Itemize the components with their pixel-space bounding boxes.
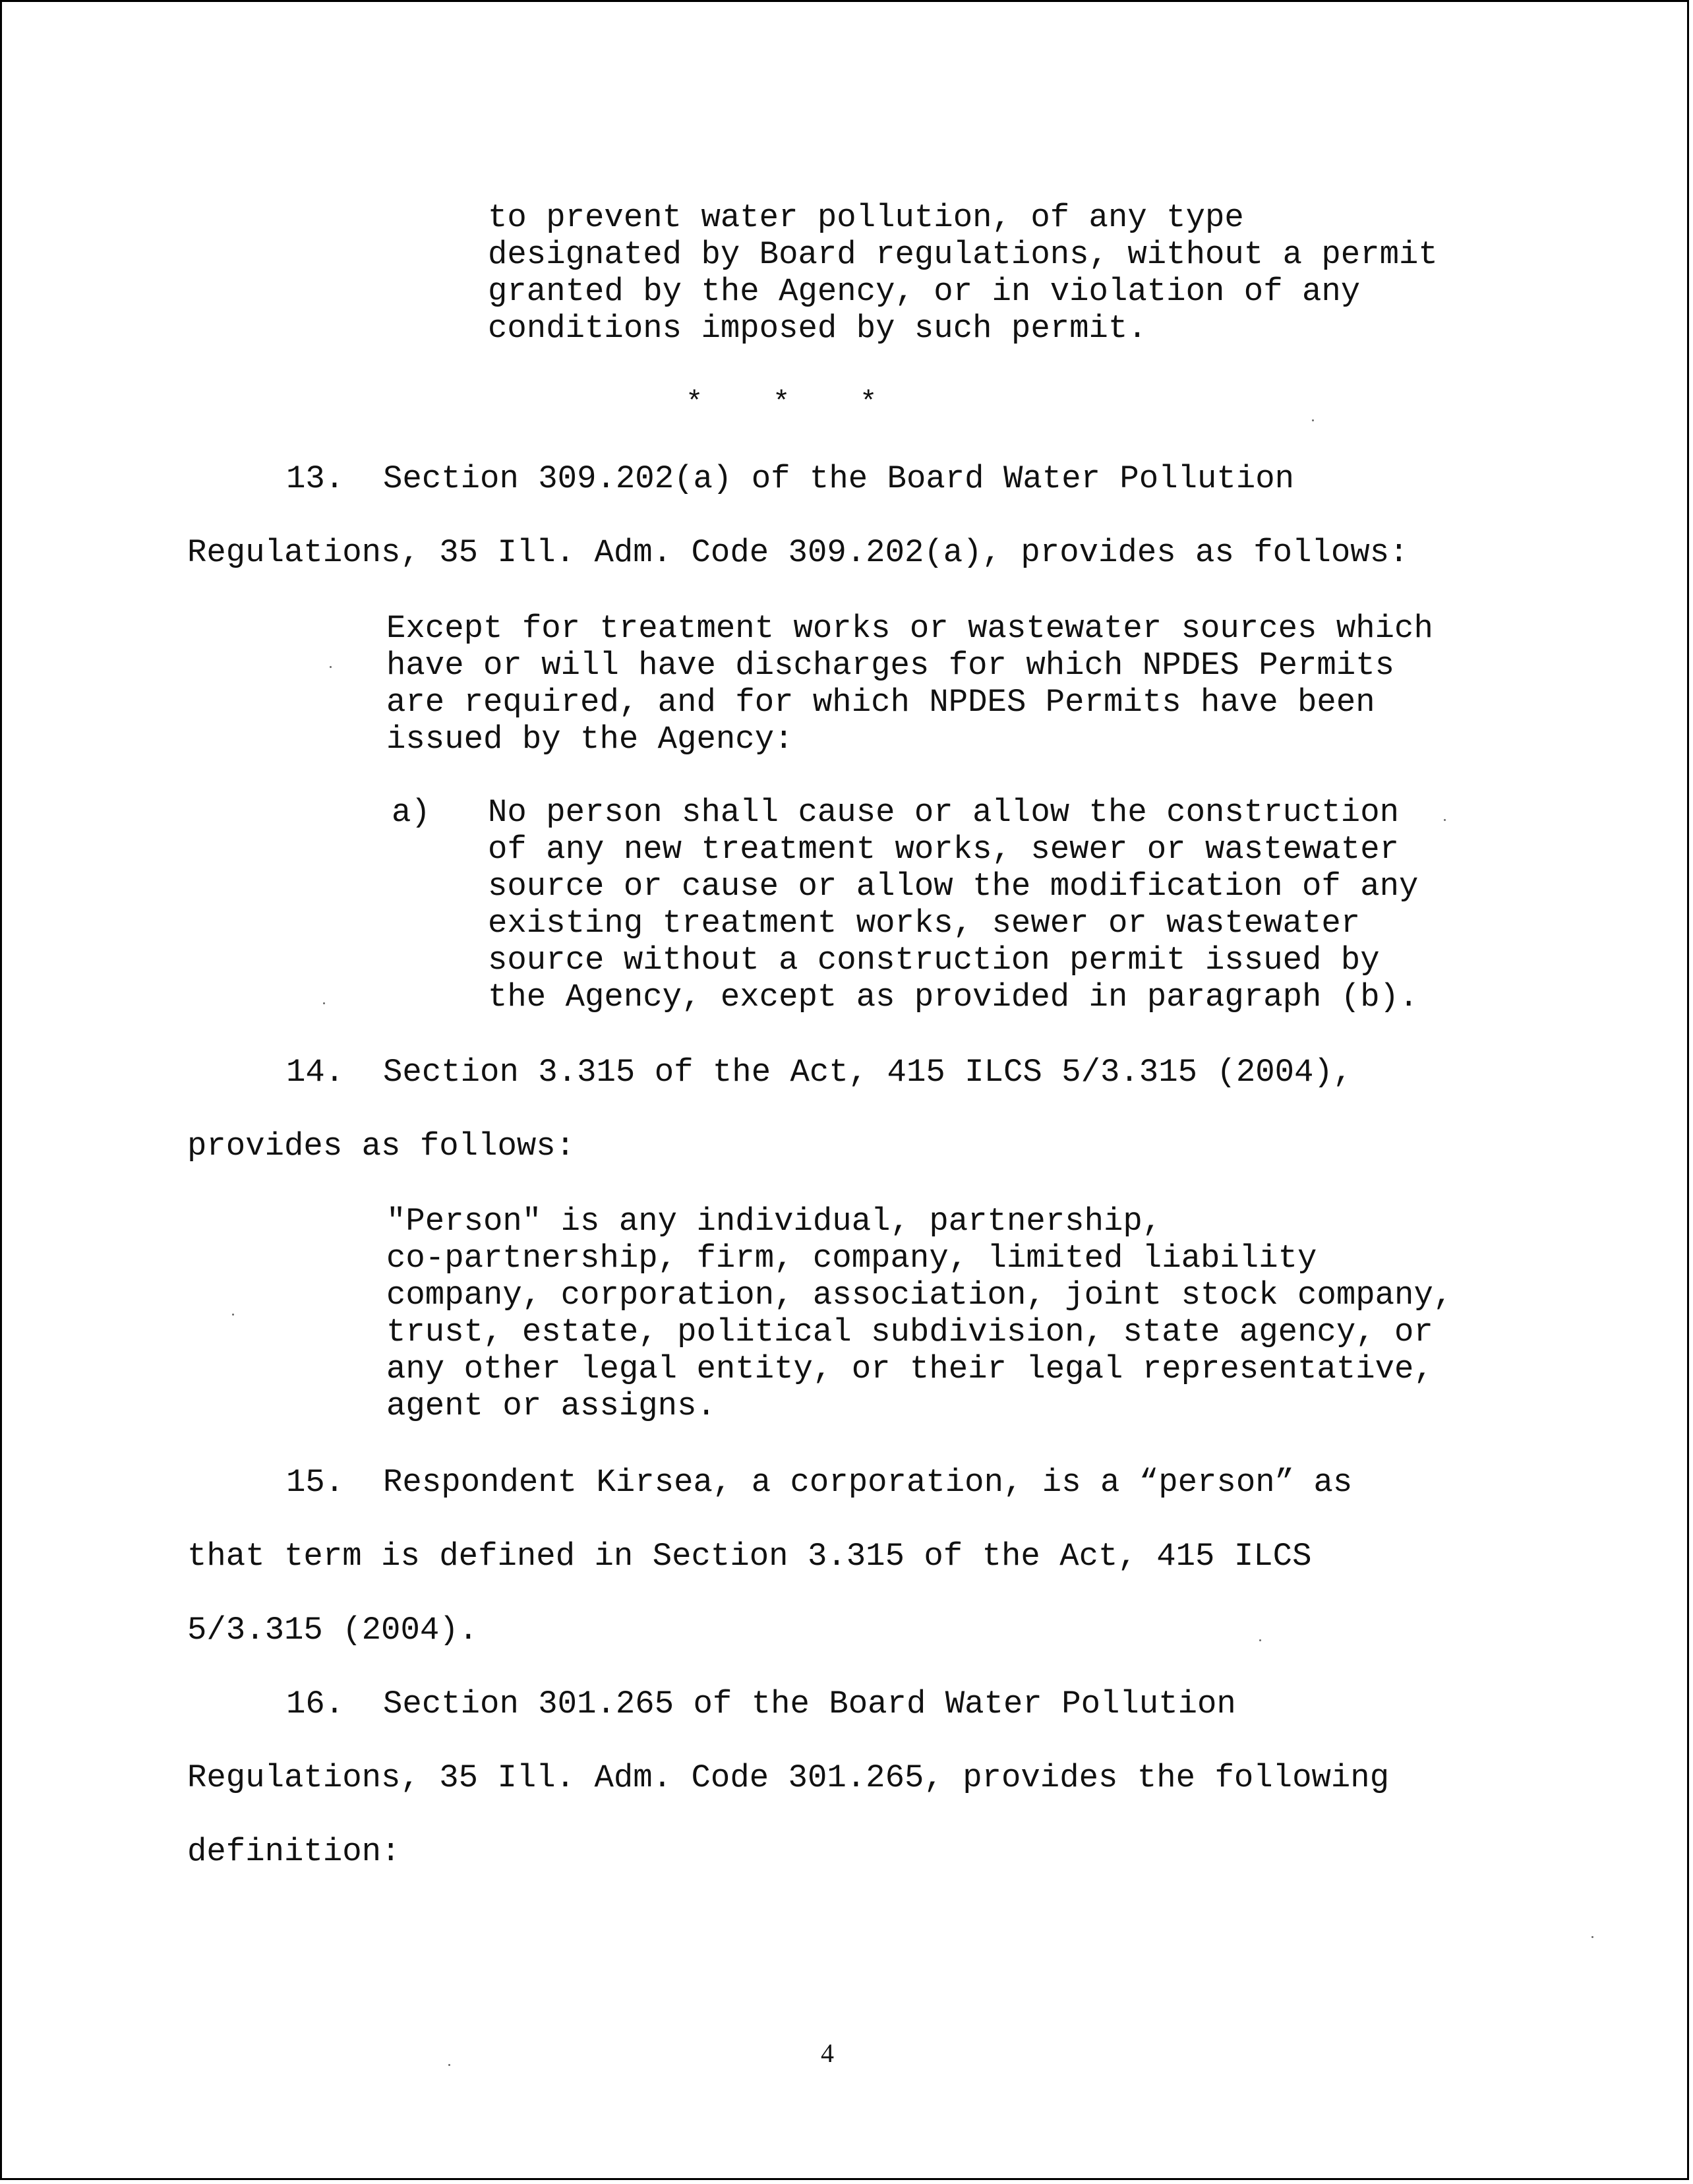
quote-top-line: granted by the Agency, or in violation of any [488, 273, 1361, 310]
quote-13-intro [386, 610, 1433, 758]
para-13-line-1: 13. Section 309.202(a) of the Board Water Pollution [286, 460, 1295, 497]
quote-line: company, corporation, association, joint stock company, [386, 1277, 1453, 1314]
quote-13-subsection-a [488, 794, 1418, 1016]
quote-line: of any new treatment works, sewer or wastewater [488, 831, 1400, 868]
omission-separator: * * * [686, 386, 877, 419]
quote-line: issued by the Agency: [386, 721, 794, 758]
quote-line: existing treatment works, sewer or wastewater [488, 905, 1361, 942]
scan-speck [1259, 1639, 1261, 1641]
para-15-line-2: that term is defined in Section 3.315 of the Act, 415 ILCS [187, 1538, 1312, 1575]
quote-line: source without a construction permit issued by [488, 942, 1380, 979]
scan-speck [1444, 819, 1446, 821]
quote-line: "Person" is any individual, partnership, [386, 1203, 1162, 1240]
quote-line: Except for treatment works or wastewater sources which [386, 610, 1433, 647]
para-15-line-3: 5/3.315 (2004). [187, 1612, 479, 1649]
quote-line: trust, estate, political subdivision, state agency, or [386, 1314, 1433, 1350]
quote-line: the Agency, except as provided in paragraph (b). [488, 979, 1419, 1016]
quote-top [488, 199, 1438, 347]
quote-14 [386, 1203, 1452, 1424]
scan-speck [232, 1314, 234, 1316]
scan-speck [448, 2064, 450, 2066]
para-16-line-3: definition: [187, 1833, 401, 1870]
quote-line: No person shall cause or allow the construction [488, 794, 1400, 831]
para-14-line-1: 14. Section 3.315 of the Act, 415 ILCS 5/3.315 (2004), [286, 1054, 1353, 1091]
para-14-line-2: provides as follows: [187, 1128, 576, 1165]
quote-line: have or will have discharges for which NPDES Permits [386, 647, 1395, 684]
subsection-label-a: a) [392, 794, 431, 831]
quote-line: are required, and for which NPDES Permits have been [386, 684, 1375, 721]
quote-top-line: conditions imposed by such permit. [488, 310, 1147, 347]
scan-speck [1591, 1936, 1593, 1938]
para-16-line-1: 16. Section 301.265 of the Board Water Pollution [286, 1685, 1236, 1722]
quote-top-line: designated by Board regulations, without a permit [488, 236, 1438, 273]
para-13-line-2: Regulations, 35 Ill. Adm. Code 309.202(a), provides as follows: [187, 534, 1409, 571]
scan-speck [1312, 419, 1314, 421]
scan-speck [323, 1002, 325, 1004]
scan-speck [330, 666, 332, 668]
quote-line: any other legal entity, or their legal representative, [386, 1350, 1433, 1387]
para-16-line-2: Regulations, 35 Ill. Adm. Code 301.265, provides the following [187, 1759, 1390, 1796]
quote-line: co-partnership, firm, company, limited liability [386, 1240, 1317, 1277]
quote-line: agent or assigns. [386, 1387, 716, 1424]
page-number: 4 [821, 2038, 834, 2068]
para-15-line-1: 15. Respondent Kirsea, a corporation, is a “person” as [286, 1464, 1353, 1501]
quote-line: source or cause or allow the modification of any [488, 868, 1419, 905]
quote-top-line: to prevent water pollution, of any type [488, 199, 1244, 236]
